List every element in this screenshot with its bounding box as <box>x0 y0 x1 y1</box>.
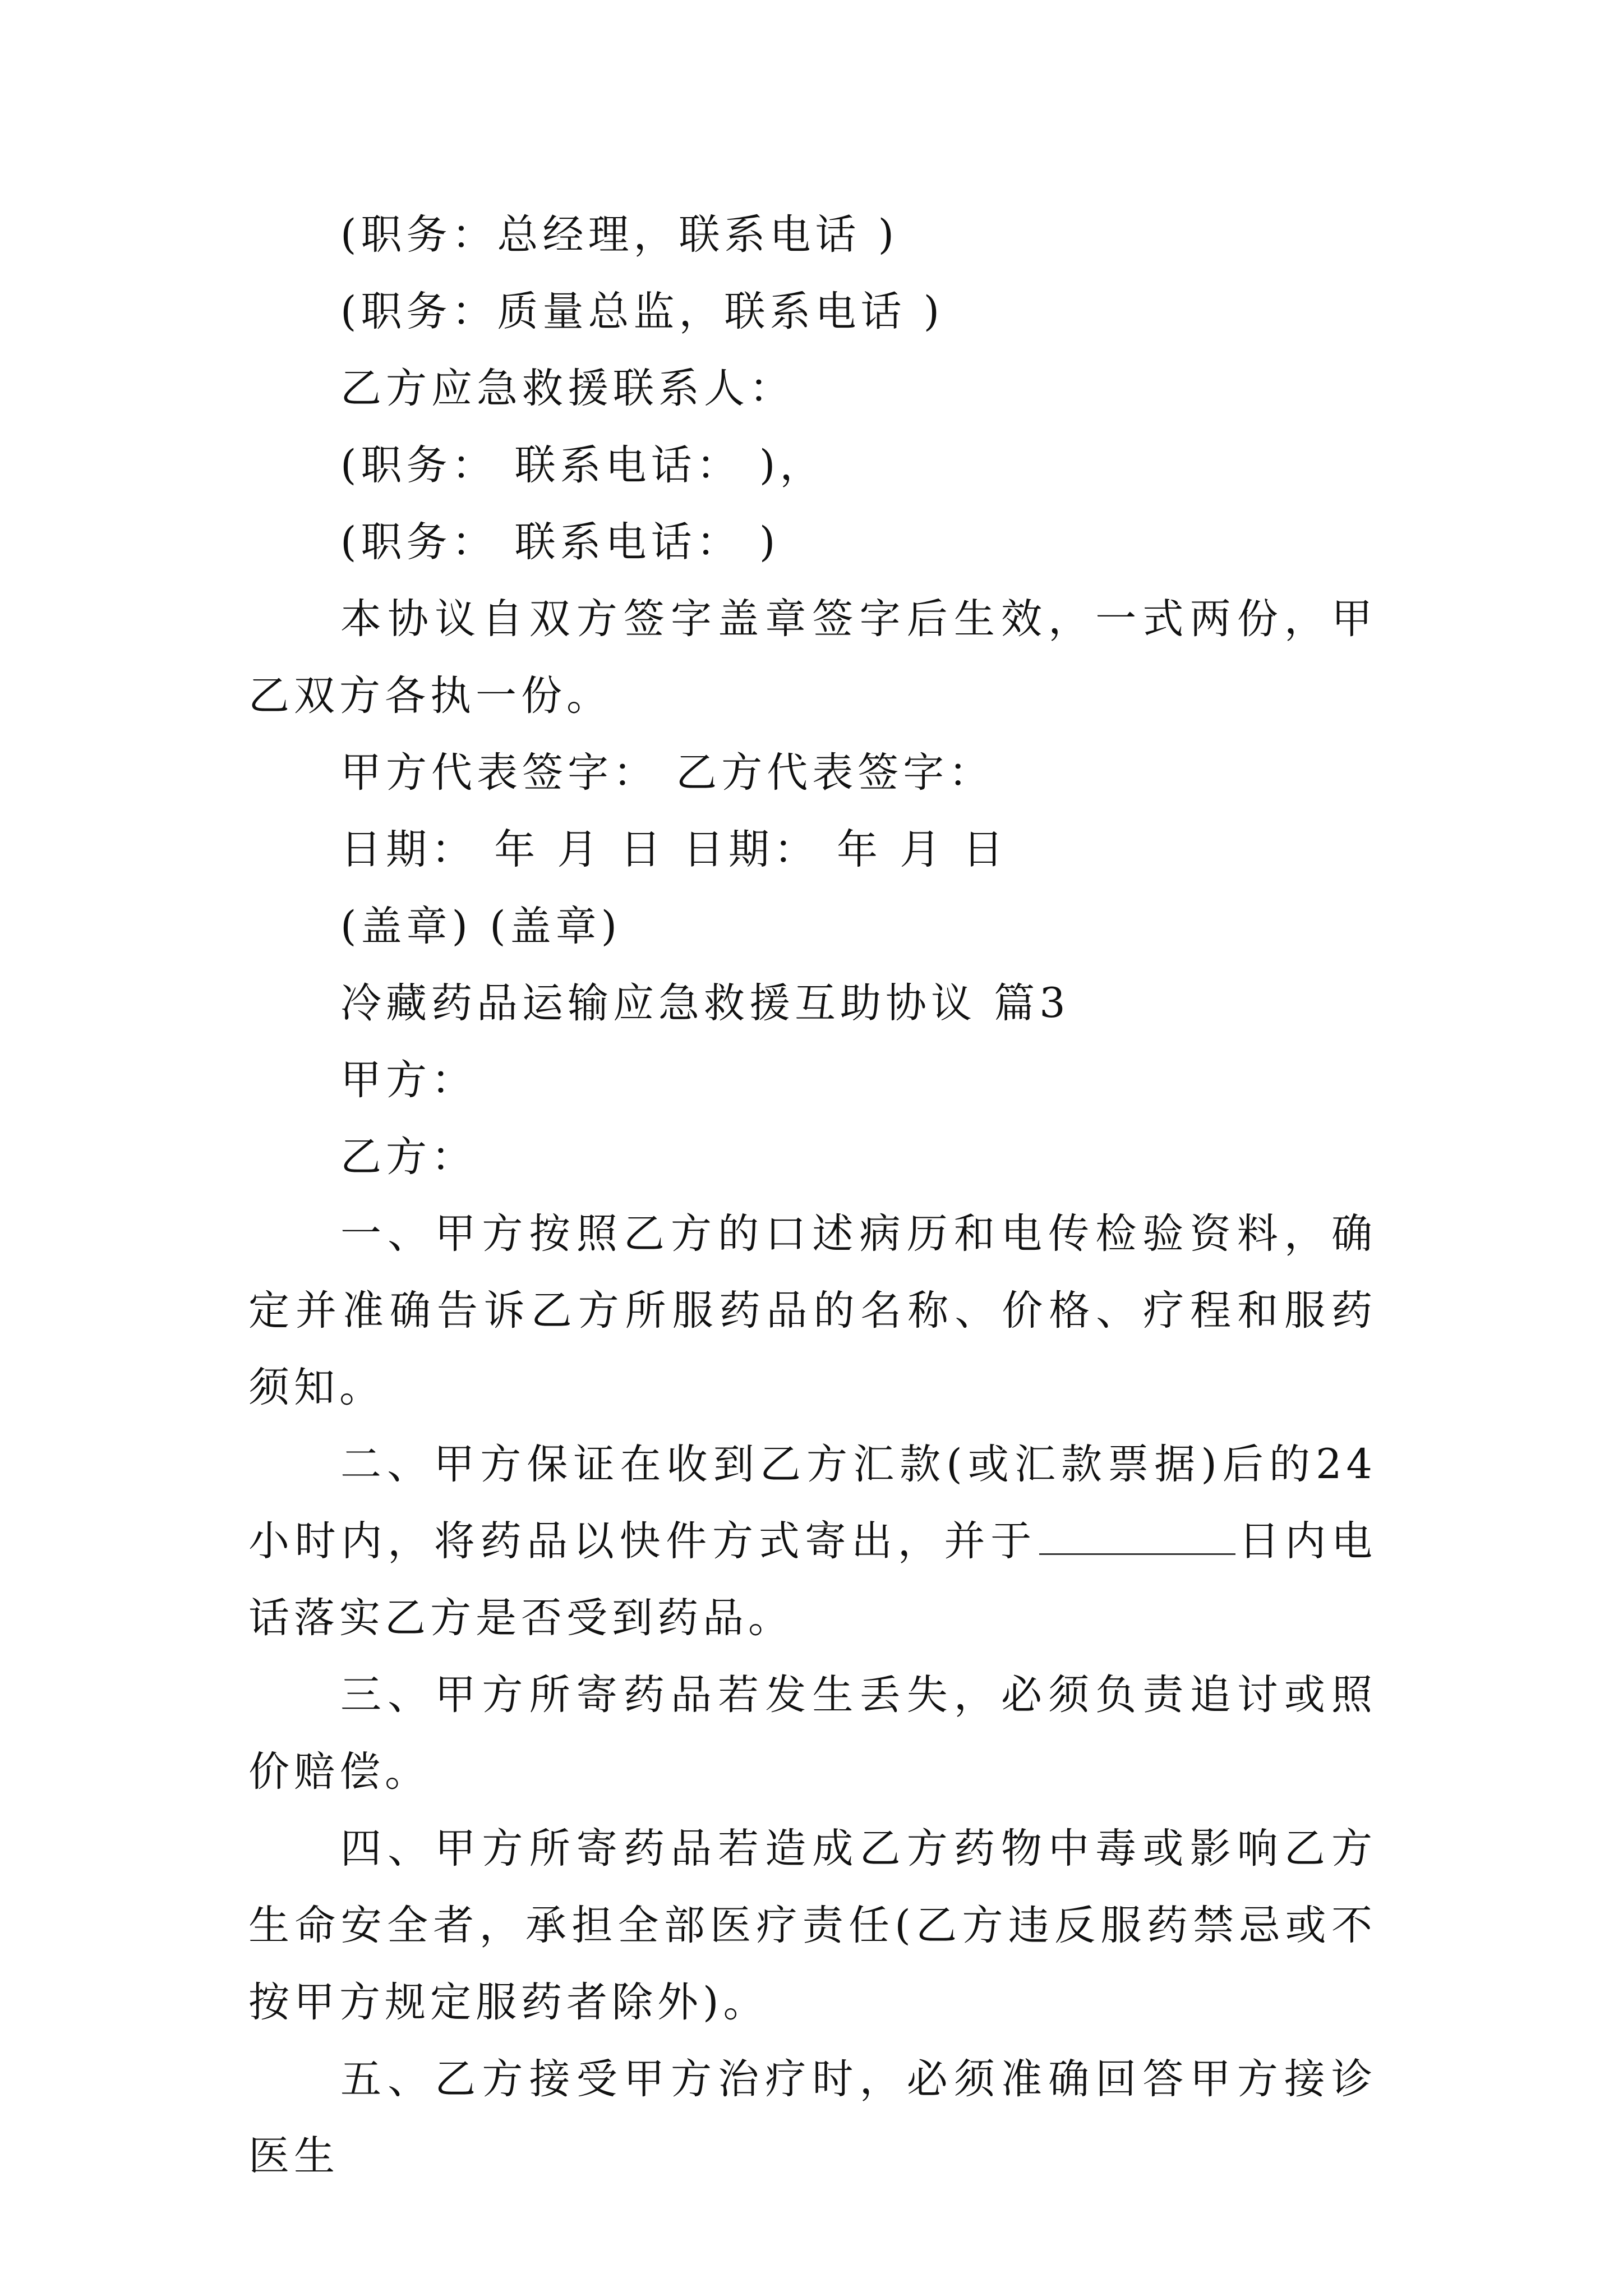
party-a-label: 甲方： <box>340 1056 477 1104</box>
clause-2 <box>248 1426 1377 1657</box>
fill-in-blank <box>1039 1521 1235 1555</box>
party-b-contact-line-1: (职务： 联系电话： )， <box>340 441 826 489</box>
party-b-label: 乙方： <box>340 1133 477 1181</box>
signature-line: 甲方代表签字： 乙方代表签字： <box>340 749 994 797</box>
clause-3: 三、甲方所寄药品若发生丢失，必须负责追讨或照价赔偿。 <box>248 1671 1377 1796</box>
seal-line: (盖章) (盖章) <box>340 903 622 950</box>
clause-2-part-1: 二、甲方保证在收到乙方汇款(或汇款票据)后的24小时内，将药品以快件方式寄出，并于 <box>248 1441 1377 1565</box>
document-body <box>248 196 1377 2194</box>
effectiveness-clause: 本协议自双方签字盖章签字后生效，一式两份，甲乙双方各执一份。 <box>248 595 1377 720</box>
clause-2-part-2: 日内电话落实乙方是否受到药品。 <box>248 1517 1377 1642</box>
contact-line-general-manager: (职务：总经理，联系电话 ) <box>340 211 899 259</box>
section-title: 冷藏药品运输应急救援互助协议 篇3 <box>340 979 1070 1027</box>
date-line: 日期： 年 月 日 日期： 年 月 日 <box>340 826 1008 873</box>
clause-5: 五、乙方接受甲方治疗时，必须准确回答甲方接诊医生 <box>248 2055 1377 2180</box>
party-b-contact-line-2: (职务： 联系电话： ) <box>340 518 780 566</box>
clause-1: 一、甲方按照乙方的口述病历和电传检验资料，确定并准确告诉乙方所服药品的名称、价格、疗程和服药须知。 <box>248 1210 1377 1411</box>
party-b-emergency-contacts-heading: 乙方应急救援联系人： <box>340 365 795 412</box>
clause-4: 四、甲方所寄药品若造成乙方药物中毒或影响乙方生命安全者，承担全部医疗责任(乙方违反服药禁忌或不按甲方规定服药者除外)。 <box>248 1825 1377 2026</box>
contact-line-quality-director: (职务：质量总监，联系电话 ) <box>340 288 944 335</box>
